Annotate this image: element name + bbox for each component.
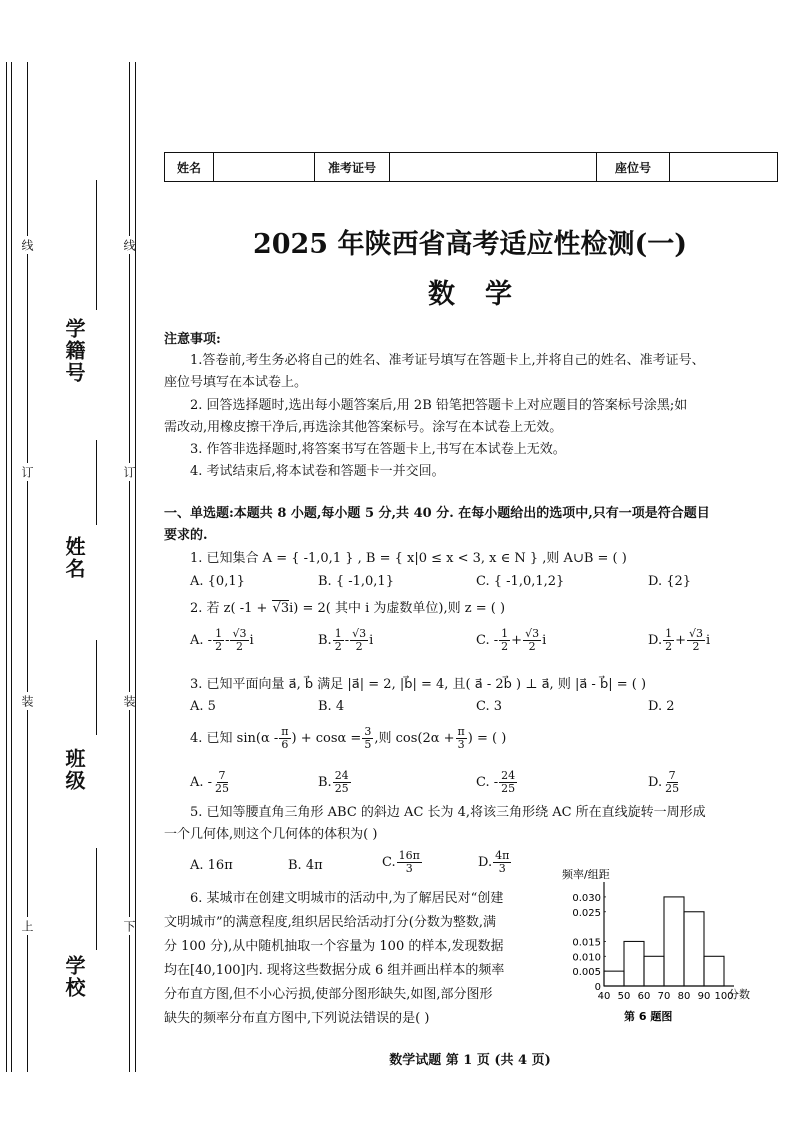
cut-word: 订 xyxy=(21,463,33,481)
section-heading-cont: 要求的. xyxy=(164,528,208,543)
histogram-bar xyxy=(704,956,724,986)
histogram-y-tick: 0.005 xyxy=(572,967,601,979)
notice-line: 4. 考试结束后,将本试卷和答题卡一并交回。 xyxy=(190,464,445,479)
q1-option-c: C. { -1,0,1,2} xyxy=(476,574,565,589)
seat-label: 座位号 xyxy=(597,153,670,181)
histogram-x-tick: 40 xyxy=(597,991,611,1002)
cut-word: 下 xyxy=(123,917,135,935)
cut-word: 线 xyxy=(21,236,33,254)
histogram-y-tick: 0.030 xyxy=(572,892,601,904)
cut-word: 装 xyxy=(123,692,135,710)
q6-stem-cont: 分布直方图,但不小心污损,使部分图形缺失,如图,部分图形 xyxy=(164,987,493,1002)
school-label: 学校 xyxy=(62,955,86,999)
cut-word: 装 xyxy=(21,692,33,710)
histogram-xlabel: 分数 xyxy=(728,988,750,1001)
q2-option-a: A. - $\frac{1}{2}$ - $\frac{√3}{2}$ i xyxy=(190,627,254,653)
q4-option-d: D. $\frac{7}{25}$ xyxy=(648,769,680,795)
notice-line: 需改动,用橡皮擦干净后,再选涂其他答案标号。涂写在本试卷上无效。 xyxy=(164,420,563,435)
exam-id-label: 准考证号 xyxy=(315,153,390,181)
q6-stem-cont: 分 100 分),从中随机抽取一个容量为 100 的样本,发现数据 xyxy=(164,939,504,954)
student-id-label: 学籍号 xyxy=(62,318,86,384)
q5-option-a: A. 16π xyxy=(190,858,233,873)
name-label: 姓名 xyxy=(165,153,214,181)
q2-option-b: B. $\frac{1}{2}$ - $\frac{√3}{2}$ i xyxy=(318,627,374,653)
page-footer: 数学试题 第 1 页 (共 4 页) xyxy=(389,1053,551,1068)
histogram-bar xyxy=(624,941,644,986)
class-blank[interactable] xyxy=(96,640,97,735)
histogram-x-tick: 90 xyxy=(697,991,711,1002)
histogram-y-tick: 0.010 xyxy=(572,952,601,964)
q5-stem: 5. 已知等腰直角三角形 ABC 的斜边 AC 长为 4,将该三角形绕 AC 所在直线旋转一周形成 xyxy=(190,805,706,820)
q3-option-a: A. 5 xyxy=(190,699,216,714)
q2-stem: 2. 若 z( -1 + √3i) = 2( 其中 i 为虚数单位),则 z = ( ) xyxy=(190,601,506,616)
q3-option-b: B. 4 xyxy=(318,699,345,714)
seat-box[interactable] xyxy=(670,153,777,181)
class-label: 班级 xyxy=(62,748,86,792)
q6-histogram xyxy=(552,866,786,1026)
name-label: 姓名 xyxy=(62,536,86,580)
q2-option-c: C. - $\frac{1}{2}$ + $\frac{√3}{2}$ i xyxy=(476,627,547,653)
q4-option-a: A. - $\frac{7}{25}$ xyxy=(190,769,230,795)
candidate-info-table xyxy=(164,152,778,182)
subject-title: 数学 xyxy=(428,279,542,310)
q5-option-c: C. $\frac{16\pi}{3}$ xyxy=(382,849,420,875)
histogram-ylabel: 频率/组距 xyxy=(562,868,610,881)
histogram-y-tick: 0 xyxy=(594,982,601,993)
q4-option-c: C. - $\frac{24}{25}$ xyxy=(476,769,516,795)
margin-border-line xyxy=(11,62,12,1072)
q6-stem: 6. 某城市在创建文明城市的活动中,为了解居民对“创建 xyxy=(190,891,504,906)
q4-stem: 4. 已知 sin(α - $\frac{\pi}{6}$ ) + cosα = $\frac{3}{5}$ ,则 cos(2α + $\frac{\pi}{3}$ ) = ( ) xyxy=(190,725,507,751)
q3-option-c: C. 3 xyxy=(476,699,503,714)
histogram-x-tick: 100 xyxy=(714,991,734,1002)
exam-id-box[interactable] xyxy=(390,153,597,181)
q5-stem-cont: 一个几何体,则这个几何体的体积为( ) xyxy=(164,827,378,842)
q6-stem-cont: 缺失的频率分布直方图中,下列说法错误的是( ) xyxy=(164,1011,430,1026)
q5-option-d: D. $\frac{4\pi}{3}$ xyxy=(478,849,510,875)
histogram-bar xyxy=(644,956,664,986)
q3-stem: 3. 已知平面向量 a⃗, b⃗ 满足 |a⃗| = 2, |b⃗| = 4, 且( a⃗ - 2b⃗ ) ⊥ a⃗, 则 |a⃗ - b⃗| = ( ) xyxy=(190,677,647,692)
histogram-bar xyxy=(664,897,684,986)
student-id-blank[interactable] xyxy=(96,180,97,310)
notice-heading: 注意事项: xyxy=(164,332,221,347)
cut-word: 订 xyxy=(123,463,135,481)
q4-option-b: B. $\frac{24}{25}$ xyxy=(318,769,349,795)
q6-stem-cont: 文明城市”的满意程度,组织居民给活动打分(分数为整数,满 xyxy=(164,915,496,930)
name-box[interactable] xyxy=(214,153,315,181)
section-heading: 一、单选题:本题共 8 小题,每小题 5 分,共 40 分. 在每小题给出的选项中,只有一项是符合题目 xyxy=(164,506,710,521)
notice-line: 3. 作答非选择题时,将答案书写在答题卡上,书写在本试卷上无效。 xyxy=(190,442,566,457)
exam-title: 2025 年陕西省高考适应性检测(一) xyxy=(252,229,688,260)
q1-option-a: A. {0,1} xyxy=(190,574,245,589)
histogram-y-tick: 0.025 xyxy=(572,907,601,919)
q2-option-d: D. $\frac{1}{2}$ + $\frac{√3}{2}$ i xyxy=(648,627,711,653)
name-blank[interactable] xyxy=(96,440,97,525)
cut-word: 线 xyxy=(123,236,135,254)
histogram-x-tick: 80 xyxy=(677,991,691,1002)
q3-option-d: D. 2 xyxy=(648,699,675,714)
histogram-bar xyxy=(684,912,704,986)
histogram-x-tick: 50 xyxy=(617,991,631,1002)
notice-line: 2. 回答选择题时,选出每小题答案后,用 2B 铅笔把答题卡上对应题目的答案标号涂黑;如 xyxy=(190,398,688,413)
histogram-bar xyxy=(604,971,624,986)
q1-option-b: B. { -1,0,1} xyxy=(318,574,394,589)
notice-line: 1.答卷前,考生务必将自己的姓名、准考证号填写在答题卡上,并将自己的姓名、准考证号、 xyxy=(190,353,705,368)
school-blank[interactable] xyxy=(96,848,97,950)
margin-border-line xyxy=(6,62,7,1072)
histogram-x-tick: 60 xyxy=(637,991,651,1002)
histogram-x-tick: 70 xyxy=(657,991,671,1002)
histogram-y-tick: 0.015 xyxy=(572,937,601,949)
q1-stem: 1. 已知集合 A = { -1,0,1 } , B = { x|0 ≤ x < 3, x ∈ N } ,则 A∪B = ( ) xyxy=(190,551,627,566)
q5-option-b: B. 4π xyxy=(288,858,323,873)
cut-word: 上 xyxy=(21,917,33,935)
histogram-caption: 第 6 题图 xyxy=(624,1010,673,1023)
notice-line: 座位号填写在本试卷上。 xyxy=(164,375,308,390)
q1-option-d: D. {2} xyxy=(648,574,692,589)
q6-stem-cont: 均在[40,100]内. 现将这些数据分成 6 组并画出样本的频率 xyxy=(164,963,505,978)
